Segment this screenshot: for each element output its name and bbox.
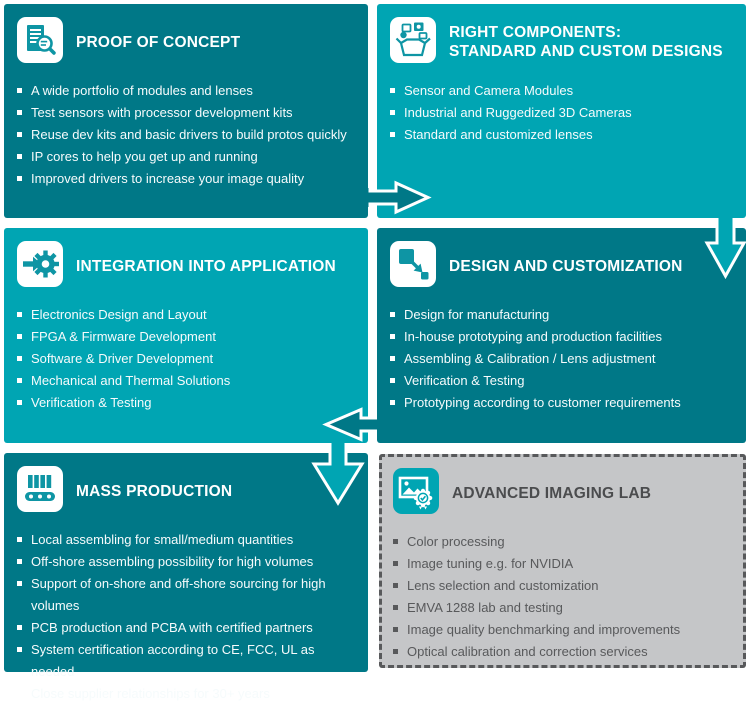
bullet-square-icon bbox=[393, 605, 398, 610]
list-item bbox=[393, 619, 735, 641]
bullet-text: Prototyping according to customer requirements bbox=[404, 395, 681, 410]
panel-title-line: DESIGN AND CUSTOMIZATION bbox=[449, 257, 683, 275]
panel-header bbox=[17, 15, 358, 65]
list-item bbox=[393, 641, 735, 663]
bullet-square-icon bbox=[390, 356, 395, 361]
document-search-icon bbox=[17, 17, 63, 63]
list-item bbox=[17, 102, 358, 124]
bullet-square-icon bbox=[17, 400, 22, 405]
list-item bbox=[390, 370, 736, 392]
bullet-square-icon bbox=[390, 378, 395, 383]
bullet-text: PCB production and PCBA with certified partners bbox=[31, 620, 313, 635]
bullet-list bbox=[17, 80, 358, 190]
bullet-square-icon bbox=[393, 583, 398, 588]
panel-integration-into-application bbox=[4, 228, 368, 443]
list-item bbox=[17, 573, 358, 617]
bullet-text: Assembling & Calibration / Lens adjustment bbox=[404, 351, 656, 366]
panel-advanced-imaging-lab bbox=[379, 454, 746, 668]
panel-design-and-customization bbox=[377, 228, 746, 443]
bullet-text: IP cores to help you get up and running bbox=[31, 149, 258, 164]
list-item bbox=[17, 683, 358, 705]
bullet-text: Mechanical and Thermal Solutions bbox=[31, 373, 231, 388]
bullet-text: Verification & Testing bbox=[31, 395, 152, 410]
bullet-square-icon bbox=[17, 691, 22, 696]
bullet-text: System certification according to CE, FCC, UL as needed bbox=[31, 642, 315, 679]
bullet-square-icon bbox=[17, 312, 22, 317]
bullet-square-icon bbox=[17, 625, 22, 630]
bullet-text: In-house prototyping and production facilities bbox=[404, 329, 662, 344]
panel-title-line: STANDARD AND CUSTOM DESIGNS bbox=[449, 43, 723, 60]
panel-header bbox=[17, 239, 358, 289]
bullet-text: Industrial and Ruggedized 3D Cameras bbox=[404, 105, 632, 120]
panel-title bbox=[449, 257, 683, 276]
bullet-square-icon bbox=[390, 334, 395, 339]
bullet-square-icon bbox=[17, 356, 22, 361]
bullet-text: Off-shore assembling possibility for high volumes bbox=[31, 554, 314, 569]
bullet-square-icon bbox=[390, 132, 395, 137]
list-item bbox=[390, 124, 736, 146]
bullet-square-icon bbox=[17, 647, 22, 652]
panel-header bbox=[390, 15, 736, 65]
bullet-text: Improved drivers to increase your image quality bbox=[31, 171, 305, 186]
list-item bbox=[17, 80, 358, 102]
bullet-square-icon bbox=[390, 110, 395, 115]
list-item bbox=[390, 304, 736, 326]
bullet-square-icon bbox=[393, 539, 398, 544]
bullet-square-icon bbox=[17, 537, 22, 542]
bullet-text: FPGA & Firmware Development bbox=[31, 329, 216, 344]
panel-header bbox=[390, 239, 736, 289]
panel-title-line: RIGHT COMPONENTS: bbox=[449, 24, 622, 41]
bullet-square-icon bbox=[17, 176, 22, 181]
list-item bbox=[393, 553, 735, 575]
bullet-list bbox=[390, 304, 736, 414]
list-item bbox=[390, 348, 736, 370]
conveyor-belt-icon bbox=[17, 466, 63, 512]
list-item bbox=[17, 304, 358, 326]
bullet-square-icon bbox=[390, 88, 395, 93]
bullet-text: Lens selection and customization bbox=[407, 578, 599, 593]
panel-title-line: INTEGRATION INTO APPLICATION bbox=[76, 257, 336, 275]
scale-down-arrow-icon bbox=[390, 241, 436, 287]
panel-title bbox=[452, 484, 651, 503]
panel-title-line: ADVANCED IMAGING LAB bbox=[452, 484, 652, 502]
panel-title bbox=[449, 23, 723, 61]
list-item bbox=[390, 392, 736, 414]
bullet-square-icon bbox=[17, 132, 22, 137]
bullet-text: Optical calibration and correction services bbox=[407, 644, 648, 659]
list-item bbox=[17, 529, 358, 551]
list-item bbox=[17, 392, 358, 414]
bullet-text: Standard and customized lenses bbox=[404, 127, 593, 142]
bullet-text: Electronics Design and Layout bbox=[31, 307, 207, 322]
list-item bbox=[393, 597, 735, 619]
panel-title-line: MASS PRODUCTION bbox=[76, 482, 233, 500]
bullet-square-icon bbox=[17, 334, 22, 339]
bullet-text: Image quality benchmarking and improvements bbox=[407, 622, 681, 637]
bullet-square-icon bbox=[17, 88, 22, 93]
bullet-square-icon bbox=[17, 581, 22, 586]
bullet-list bbox=[390, 80, 736, 146]
list-item bbox=[390, 80, 736, 102]
bullet-text: Local assembling for small/medium quantities bbox=[31, 532, 294, 547]
bullet-text: Reuse dev kits and basic drivers to build protos quickly bbox=[31, 127, 347, 142]
list-item bbox=[393, 575, 735, 597]
bullet-text: Support of on-shore and off-shore sourcing for high volumes bbox=[31, 576, 326, 613]
bullet-list bbox=[393, 531, 735, 663]
list-item bbox=[393, 531, 735, 553]
panel-proof-of-concept bbox=[4, 4, 368, 218]
panel-title bbox=[76, 257, 336, 276]
bullet-square-icon bbox=[390, 312, 395, 317]
list-item bbox=[17, 168, 358, 190]
image-quality-badge-icon bbox=[393, 468, 439, 514]
list-item bbox=[17, 326, 358, 348]
panel-title-line: PROOF OF CONCEPT bbox=[76, 33, 241, 51]
bullet-square-icon bbox=[17, 110, 22, 115]
list-item bbox=[17, 617, 358, 639]
bullet-text: Design for manufacturing bbox=[404, 307, 550, 322]
bullet-square-icon bbox=[17, 559, 22, 564]
list-item bbox=[390, 326, 736, 348]
list-item bbox=[17, 639, 358, 683]
bullet-list bbox=[17, 529, 358, 705]
bullet-text: Sensor and Camera Modules bbox=[404, 83, 574, 98]
bullet-square-icon bbox=[393, 627, 398, 632]
panel-mass-production bbox=[4, 453, 368, 701]
bullet-text: A wide portfolio of modules and lenses bbox=[31, 83, 253, 98]
panel-title bbox=[76, 33, 240, 52]
panel-title bbox=[76, 482, 232, 501]
bullet-square-icon bbox=[17, 378, 22, 383]
bullet-square-icon bbox=[390, 400, 395, 405]
bullet-square-icon bbox=[393, 649, 398, 654]
bullet-text: EMVA 1288 lab and testing bbox=[407, 600, 563, 615]
list-item bbox=[17, 146, 358, 168]
list-item bbox=[390, 102, 736, 124]
bullet-text: Verification & Testing bbox=[404, 373, 525, 388]
bullet-text: Test sensors with processor development kits bbox=[31, 105, 293, 120]
list-item bbox=[17, 124, 358, 146]
panel-right-components bbox=[377, 4, 746, 218]
component-box-icon bbox=[390, 17, 436, 63]
list-item bbox=[17, 370, 358, 392]
bullet-list bbox=[17, 304, 358, 414]
bullet-square-icon bbox=[393, 561, 398, 566]
list-item bbox=[17, 551, 358, 573]
list-item bbox=[17, 348, 358, 370]
bullet-text: Color processing bbox=[407, 534, 505, 549]
bullet-text: Image tuning e.g. for NVIDIA bbox=[407, 556, 574, 571]
panel-header bbox=[393, 466, 735, 516]
bullet-square-icon bbox=[17, 154, 22, 159]
panel-header bbox=[17, 464, 358, 514]
arrow-into-gear-icon bbox=[17, 241, 63, 287]
bullet-text: Software & Driver Development bbox=[31, 351, 214, 366]
bullet-text: Close supplier relationships for 30+ years bbox=[31, 686, 270, 701]
